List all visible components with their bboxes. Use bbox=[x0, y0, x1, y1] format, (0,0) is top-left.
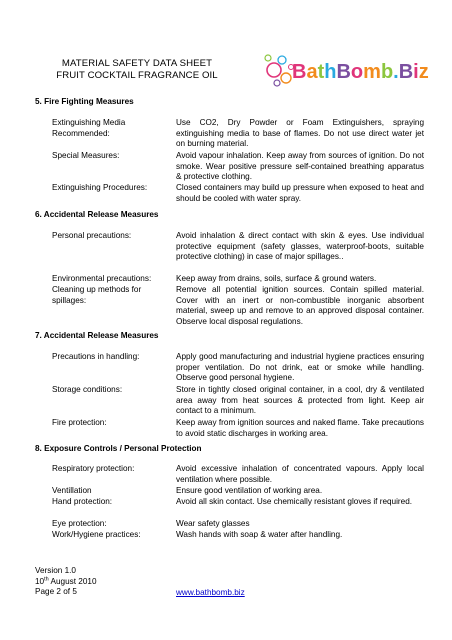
row-label: Work/Hygiene practices: bbox=[52, 530, 141, 539]
page-number: Page 2 of 5 bbox=[35, 587, 77, 597]
section-heading: 6. Accidental Release Measures bbox=[35, 210, 159, 219]
row-value: Closed containers may build up pressure when exposed to heat and should be cooled with water spray. bbox=[176, 183, 424, 203]
revision-date: 10th August 2010 bbox=[35, 575, 97, 586]
row-label: Cleaning up methods for spillages: bbox=[52, 285, 142, 305]
row-label: Extinguishing Procedures: bbox=[52, 183, 148, 192]
bathbomb-logo bbox=[262, 48, 429, 92]
row-value: Keep away from drains, soils, surface & ground waters. bbox=[176, 274, 377, 283]
row-value: Ensure good ventilation of working area. bbox=[176, 486, 323, 495]
page-footer bbox=[35, 566, 97, 598]
row-label: Extinguishing Media Recommended: bbox=[52, 118, 126, 138]
row-value: Avoid all skin contact. Use chemically resistant gloves if required. bbox=[176, 497, 413, 506]
row-value: Avoid excessive inhalation of concentrated vapours. Apply local ventilation where possible. bbox=[176, 464, 424, 484]
row-value: Avoid inhalation & direct contact with skin & eyes. Use individual protective equipment (safety glasses, waterproof-boots, suitable protective clothing) in case of major spillages.. bbox=[176, 231, 424, 262]
row-label: Ventillation bbox=[52, 486, 92, 495]
product-name: FRUIT COCKTAIL FRAGRANCE OIL bbox=[56, 70, 218, 81]
row-value: Use CO2, Dry Powder or Foam Extinguishers, spraying extinguishing media to base of flames. Do not use direct water jet on burning material. bbox=[176, 118, 424, 149]
bubbles-logo-icon bbox=[262, 48, 429, 92]
logo-text: BathBomb.Biz bbox=[292, 61, 429, 83]
row-label: Personal precautions: bbox=[52, 231, 132, 240]
row-value: Avoid vapour inhalation. Keep away from sources of ignition. Do not smoke. Wear positive pressure self-contained breathing apparatus & protective clothing. bbox=[176, 151, 424, 182]
row-label: Hand protection: bbox=[52, 497, 113, 506]
row-value: Remove all potential ignition sources. Contain spilled material. Cover with an inert or non-combustible inorganic absorbent material, sweep up and remove to an approved disposal container. Observe local disposal regulations. bbox=[176, 285, 424, 326]
row-label: Storage conditions: bbox=[52, 385, 123, 394]
row-value: Apply good manufacturing and industrial hygiene practices ensuring proper ventilation. Do not drink, eat or smoke while handling. Observe good personal hygiene. bbox=[176, 352, 424, 383]
row-label: Precautions in handling: bbox=[52, 352, 140, 361]
row-label: Special Measures: bbox=[52, 151, 120, 160]
document-header bbox=[32, 58, 242, 82]
row-value: Store in tightly closed original container, in a cool, dry & ventilated area away from heat sources & protected from light. Keep air contact to a minimum. bbox=[176, 385, 424, 416]
row-label: Environmental precautions: bbox=[52, 274, 152, 283]
row-label: Fire protection: bbox=[52, 418, 107, 427]
row-label: Eye protection: bbox=[52, 519, 107, 528]
row-value: Wash hands with soap & water after handling. bbox=[176, 530, 343, 539]
row-value: Keep away from ignition sources and naked flame. Take precautions to avoid static discharges in working area. bbox=[176, 418, 424, 438]
row-label: Respiratory protection: bbox=[52, 464, 135, 473]
row-value: Wear safety glasses bbox=[176, 519, 250, 528]
website-link[interactable]: www.bathbomb.biz bbox=[176, 588, 245, 597]
document-title: MATERIAL SAFETY DATA SHEET bbox=[61, 58, 213, 69]
section-heading: 7. Accidental Release Measures bbox=[35, 331, 159, 340]
version-label: Version 1.0 bbox=[35, 566, 76, 575]
section-heading: 8. Exposure Controls / Personal Protection bbox=[35, 444, 202, 453]
section-heading: 5. Fire Fighting Measures bbox=[35, 97, 134, 106]
